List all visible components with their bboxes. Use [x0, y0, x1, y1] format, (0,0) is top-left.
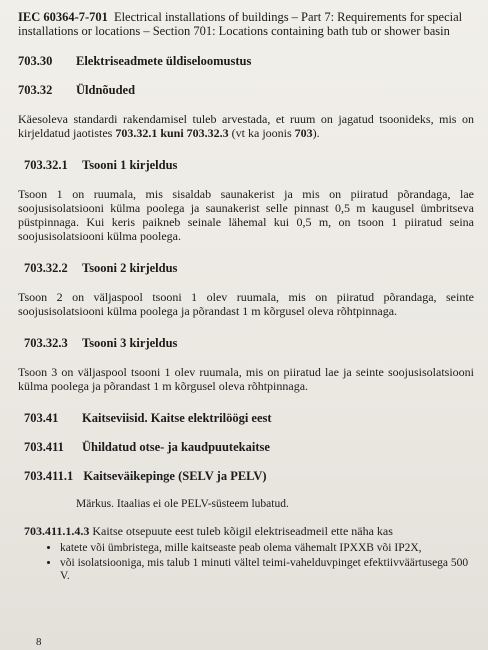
section-title: Kaitseväikepinge (SELV ja PELV): [83, 469, 267, 483]
section-heading: [24, 158, 474, 173]
paragraph-zone1: Tsoon 1 on ruumala, mis sisaldab saunakerist ja mis on piiratud põrandaga, lae soojusisolatsiooni külma poolega ja saunakerist selle pinnast 0,5 m kaugusel ümbritseva püstpinnaga. Kui keris paikneb seinale lähemal kui 0,5 m, on tsoon 1 piiratud seina soojusisolatsiooni külma poolega.: [18, 187, 474, 243]
standard-code: IEC 60364-7-701: [18, 10, 108, 24]
list-item: • või isolatsiooniga, mis talub 1 minuti vältel teimi-vahelduvpinget efektiivväärtusega 500 V.: [60, 557, 474, 583]
note-text: Märkus. Itaalias ei ole PELV-süsteem lubatud.: [76, 498, 289, 510]
section-number: 703.41: [24, 411, 59, 425]
section-title: Tsooni 3 kirjeldus: [82, 336, 178, 350]
section-title: Tsooni 1 kirjeldus: [82, 158, 178, 172]
section-number: 703.32.3: [24, 336, 68, 350]
paragraph-zone3: Tsoon 3 on väljaspool tsooni 1 olev ruumala, mis on piiratud lae ja seinte soojusisolatsiooni külma poolega ja põrandast 1 m kõrgusel oleva rõhtpinnaga.: [18, 365, 474, 393]
section-number: 703.411: [24, 440, 64, 454]
section-title: Üldnõuded: [76, 83, 136, 97]
section-heading: [18, 54, 474, 69]
text-run: (vt ka joonis: [228, 126, 295, 140]
section-number: 703.30: [18, 54, 53, 68]
list-item: • katete või ümbristega, mille kaitseaste peab olema vähemalt IPXXB või IP2X,: [60, 542, 474, 555]
text-run: Käesoleva standardi rakendamisel tuleb arvestada, et ruum on jagatud tsoonideks, mis on kirjeldatud jaotistes: [18, 112, 474, 140]
paragraph-zone2: Tsoon 2 on väljaspool tsooni 1 olev ruumala, mis on piiratud põrandaga, seinte soojusisolatsiooni külma poolega ja põrandast 1 m kõrgusel oleva rõhtpinnaga.: [18, 290, 474, 318]
section-number: 703.32.1: [24, 158, 68, 172]
section-title: Kaitseviisid. Kaitse elektrilöögi eest: [82, 411, 272, 425]
document-header: [18, 10, 474, 38]
page-number: 8: [36, 636, 42, 648]
section-title: Ühildatud otse- ja kaudpuutekaitse: [82, 440, 270, 454]
section-heading: [18, 83, 474, 98]
section-title: Elektriseadmete üldiseloomustus: [76, 54, 252, 68]
section-heading: [24, 261, 474, 276]
text-run-bold: 703.32.1 kuni 703.32.3: [115, 126, 229, 140]
clause-text: Kaitse otsepuute eest tuleb kõigil elektriseadmeil ette näha kas: [92, 524, 393, 538]
section-heading: [24, 411, 474, 426]
section-heading: [24, 336, 474, 351]
text-run-bold: 703: [294, 126, 313, 140]
section-heading: [24, 469, 474, 484]
section-number: 703.32.2: [24, 261, 68, 275]
section-number: 703.32: [18, 83, 53, 97]
paragraph-general: [18, 112, 474, 140]
section-title: Tsooni 2 kirjeldus: [82, 261, 178, 275]
text-run: ).: [312, 126, 320, 140]
bullet-list: [18, 542, 474, 583]
clause-paragraph: [24, 524, 474, 538]
section-heading: [24, 440, 474, 455]
standard-title: Electrical installations of buildings – Part 7: Requirements for special installations or locations – Section 701: Locations containing bath tub or shower basin: [18, 10, 463, 38]
clause-number: 703.411.1.4.3: [24, 524, 90, 538]
section-number: 703.411.1: [24, 469, 74, 483]
